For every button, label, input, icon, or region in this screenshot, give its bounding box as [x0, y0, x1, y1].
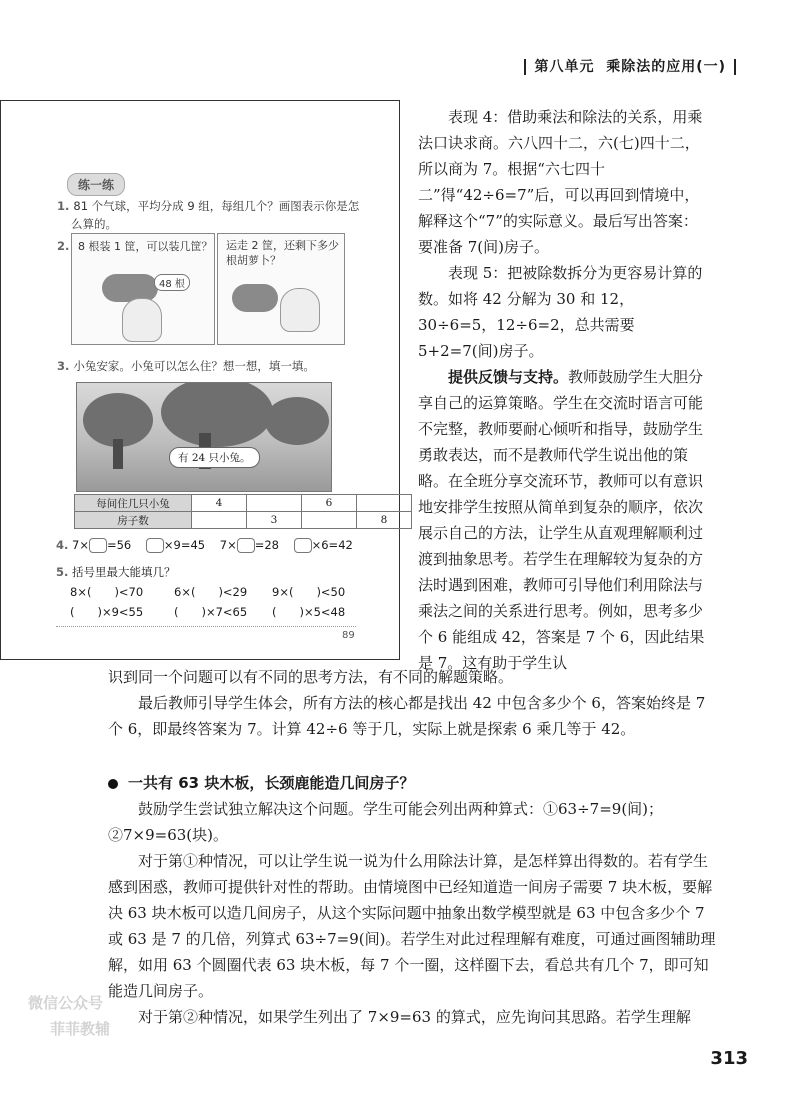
q2-bubble-2b: 根胡萝卜？: [226, 254, 281, 267]
section-body: [108, 796, 718, 1030]
watermark-line: 微信公众号: [28, 994, 104, 1012]
paragraph-feedback: [418, 364, 706, 676]
table-cell: [357, 495, 412, 512]
page-number: 313: [710, 1048, 748, 1069]
q2-bubble-2: [226, 238, 339, 268]
question-4: [56, 538, 353, 553]
q5-item: 6×( )<29: [174, 585, 248, 599]
answer-blank[interactable]: [237, 538, 255, 553]
section-heading-text: 一共有 63 块木板，长颈鹿能造几间房子？: [128, 774, 415, 792]
q2-count-label: 48 根: [154, 274, 190, 291]
q2-bubble-2a: 运走 2 筐，还剩下多少: [226, 239, 339, 252]
q4-part: 7×: [219, 538, 237, 552]
q5-item: ( )×7<65: [174, 605, 248, 619]
q5-item: 9×( )<50: [272, 585, 346, 599]
q1-line2: 么算的。: [71, 217, 117, 231]
qnum-5: 5.: [56, 565, 69, 579]
header-bar-left: [524, 59, 526, 75]
table-row: [75, 495, 412, 512]
q3-text: 小兔安家。小兔可以怎么住？想一想，填一填。: [73, 359, 315, 373]
carrot-image: [232, 284, 278, 312]
qnum-4: 4.: [56, 538, 69, 552]
inset-divider: [56, 626, 356, 627]
q2-bubble-1: 8 根装 1 筐，可以装几筐？: [78, 240, 213, 253]
table-cell: 4: [192, 495, 247, 512]
feedback-continuation: 识到同一个问题可以有不同的思考方法，有不同的解题策略。: [108, 668, 514, 686]
paragraph: 鼓励学生尝试独立解决这个问题。学生可能会列出两种算式：①63÷7=9(间)；②7×9=63(块)。: [108, 800, 664, 844]
table-row-label: 每间住几只小兔: [75, 495, 192, 512]
table-row-label: 房子数: [75, 512, 192, 529]
carrot-bundle-image: [102, 274, 158, 302]
paragraph-summary: 最后教师引导学生体会，所有方法的核心都是找出 42 中包含多少个 6，答案始终是 7 个 6，即最终答案为 7。计算 42÷6 等于几，实际上就是探索 6 乘几等于 42。: [108, 694, 706, 738]
paragraph: 对于第②种情况，如果学生列出了 7×9=63 的算式，应先询问其思路。若学生理解: [138, 1008, 691, 1026]
table-cell: 3: [247, 512, 302, 529]
q5-text: 括号里最大能填几？: [72, 565, 176, 579]
feedback-text: 教师鼓励学生大胆分享自己的运算策略。学生在交流时语言可能不完整，教师要耐心倾听和指导，鼓励学生勇敢表达，而不是教师代学生说出他的策略。在全班分享交流环节，教师可以有意识地安排学生按照从简单到复杂的顺序，依次展示自己的方法，让学生从直观理解顺利过渡到抽象思考。若学生在理解较为复杂的方法时遇到困难，教师可引导他们利用除法与乘法之间的关系进行思考。例如，思考多少个 6 能组成 42，答案是 7 个 6，因此结果是 7。这有助于学生认: [418, 368, 705, 672]
answer-blank[interactable]: [294, 538, 312, 553]
q4-part: ×9=45: [163, 538, 206, 552]
header-title: 乘除法的应用(一): [606, 59, 726, 75]
q5-item: ( )×5<48: [272, 605, 346, 619]
section-heading: [108, 772, 414, 793]
tree-image-3: [265, 397, 329, 445]
table-cell: 8: [357, 512, 412, 529]
paragraph-method-5: 表现 5：把被除数拆分为更容易计算的数。如将 42 分解为 30 和 12，30÷6=5，12÷6=2，总共需要 5+2=7(间)房子。: [418, 264, 703, 360]
qnum-1: 1.: [57, 199, 70, 213]
paragraph: 对于第①种情况，可以让学生说一说为什么用除法计算，是怎样算出得数的。若有学生感到困惑，教师可提供针对性的帮助。由情境图中已经知道造一间房子需要 7 块木板，要解决 63 块木板可以造几间房子，从这个实际问题中抽象出数学模型就是 63 中包含多少个 7 或 63 是 7 的几倍，列算式 63÷7=9(间)。若学生对此过程理解有难度，可通过画图辅助理解，如用 63 个圆圈代表 63 块木板，每 7 个一圈，这样圈下去，看总共有几个 7，即可知能造几间房子。: [108, 852, 716, 1000]
table-row: [75, 512, 412, 529]
q2-panel-left: [71, 233, 215, 345]
answer-blank[interactable]: [146, 538, 164, 553]
table-cell: 6: [302, 495, 357, 512]
exercise-badge: 练一练: [67, 173, 125, 196]
qnum-3: 3.: [57, 359, 70, 373]
header-unit: 第八单元: [534, 59, 595, 75]
rabbit-table: [74, 494, 412, 529]
paragraph-method-4: 表现 4：借助乘法和除法的关系，用乘法口诀求商。六八四十二，六(七)四十二，所以商为 7。根据“六七四十二”得“42÷6=7”后，可以再回到情境中，解释这个“7”的实际意义。最后写出答案：要准备 7(间)房子。: [418, 108, 703, 256]
rabbit-village-illustration: [76, 382, 332, 492]
q5-item: ( )×9<55: [70, 605, 144, 619]
q2-panel-right: [217, 233, 345, 345]
q4-part: ×6=42: [311, 538, 353, 552]
header-bar-right: [734, 59, 736, 75]
table-cell: [192, 512, 247, 529]
question-3: [57, 357, 315, 375]
watermark: [28, 990, 110, 1042]
q3-bubble: 有 24 只小兔。: [169, 447, 260, 468]
full-width-text: [108, 664, 718, 742]
q4-part: =28: [254, 538, 279, 552]
running-header: [516, 56, 744, 76]
q4-part: =56: [106, 538, 132, 552]
right-column-text: [418, 104, 706, 676]
bunny-image-2: [280, 288, 320, 332]
answer-blank[interactable]: [89, 538, 107, 553]
feedback-heading: 提供反馈与支持。: [448, 368, 569, 386]
question-1: [57, 197, 377, 233]
qnum-2: 2.: [57, 239, 70, 253]
bunny-image: [122, 298, 162, 342]
bullet-icon: [108, 779, 118, 789]
table-cell: [247, 495, 302, 512]
q1-line1: 81 个气球，平均分成 9 组，每组几个？画图表示你是怎: [73, 199, 360, 213]
watermark-line: 菲菲教辅: [50, 1020, 111, 1038]
q5-item: 8×( )<70: [70, 585, 144, 599]
tree-trunk: [113, 439, 123, 469]
inset-page-number: 89: [342, 630, 355, 641]
table-cell: [302, 512, 357, 529]
q4-part: 7×: [72, 538, 89, 552]
question-5: [56, 562, 376, 622]
tree-image-2: [161, 382, 273, 447]
